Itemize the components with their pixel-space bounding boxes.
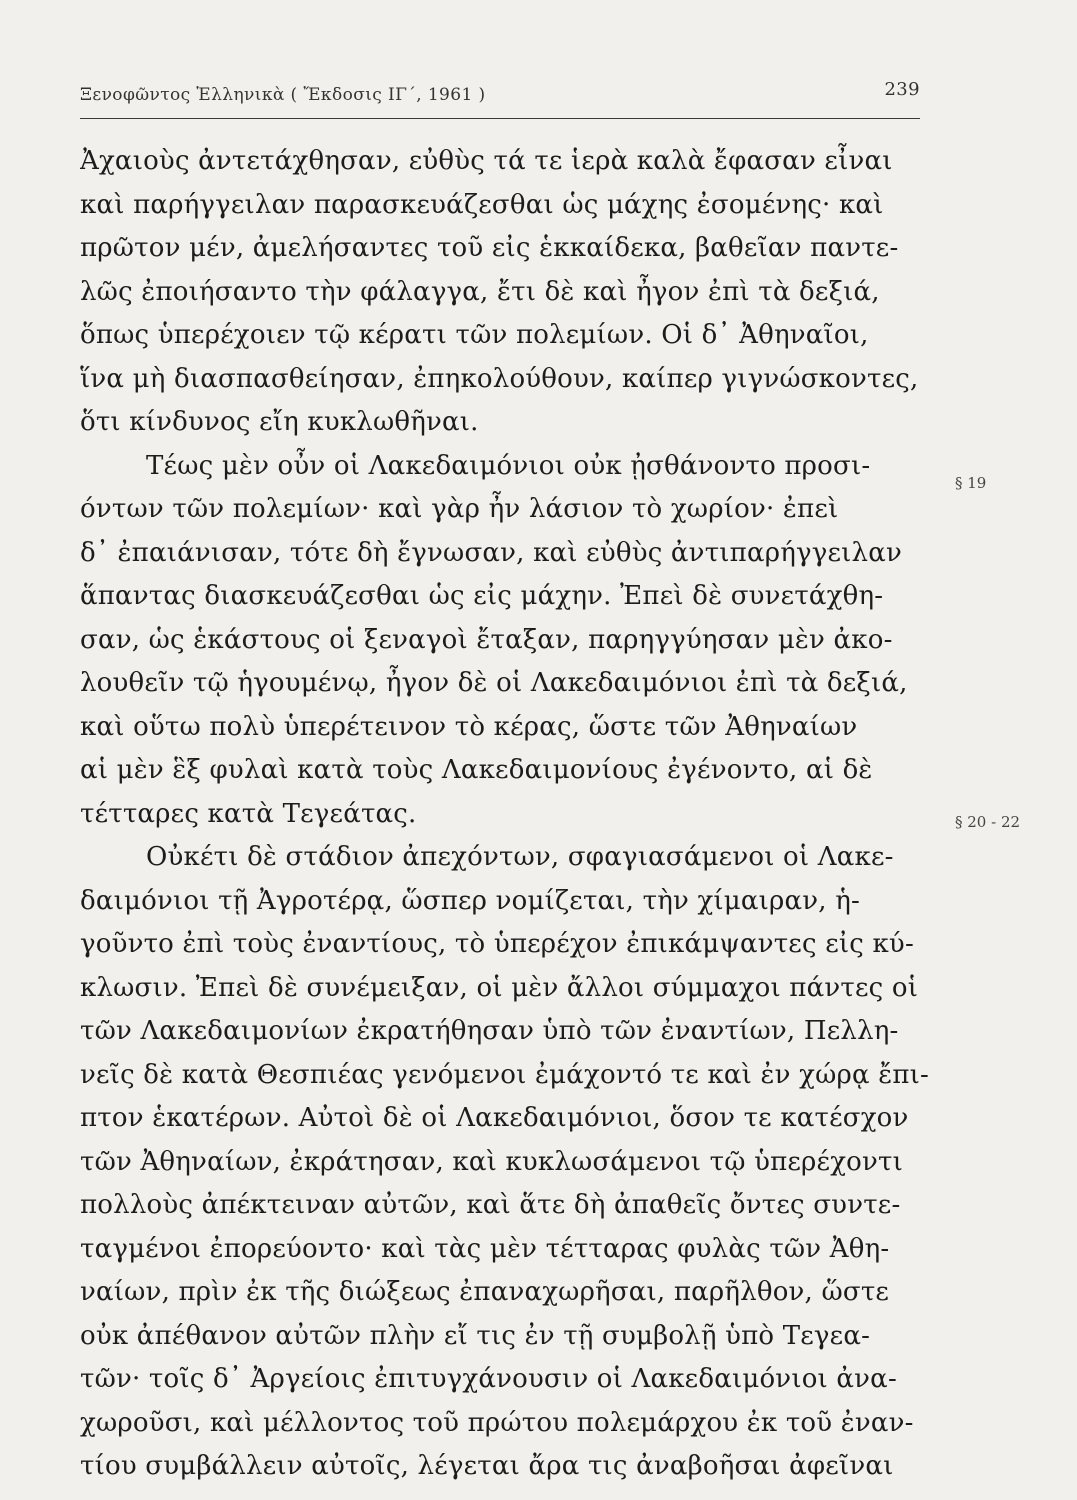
text-line: τῶν Ἀθηναίων, ἐκράτησαν, καὶ κυκλωσάμενοι τῷ ὑπερέχοντι <box>80 1146 904 1177</box>
text-line: οὐκ ἀπέθανον αὐτῶν πλὴν εἴ τις ἐν τῇ συμβολῇ ὑπὸ Τεγεα- <box>80 1320 871 1351</box>
page-number: 239 <box>884 79 920 100</box>
text-line: λουθεῖν τῷ ἡγουμένῳ, ἦγον δὲ οἱ Λακεδαιμόνιοι ἐπὶ τὰ δεξιά, <box>80 668 908 698</box>
text-line: τῶν· τοῖς δ᾽ Ἀργείοις ἐπιτυγχάνουσιν οἱ Λακεδαιμόνιοι ἀνα- <box>80 1364 897 1394</box>
text-line: τέτταρες κατὰ Τεγεάτας. <box>80 798 417 829</box>
text-line: σαν, ὡς ἑκάστους οἱ ξεναγοὶ ἔταξαν, παρηγγύησαν μὲν ἀκο- <box>80 624 893 655</box>
text-line: πτον ἑκατέρων. Αὐτοὶ δὲ οἱ Λακεδαιμόνιοι, ὅσον τε κατέσχον <box>80 1103 909 1133</box>
text-line: Ἀχαιοὺς ἀντετάχθησαν, εὐθὺς τά τε ἱερὰ καλὰ ἔφασαν εἶναι <box>80 146 893 176</box>
header-rule <box>80 118 920 119</box>
paragraph-start-line: Τέως μὲν οὖν οἱ Λακεδαιμόνιοι οὐκ ᾐσθάνοντο προσι- <box>146 450 871 481</box>
text-line: δ᾽ ἐπαιάνισαν, τότε δὴ ἔγνωσαν, καὶ εὐθὺς ἀντιπαρήγγειλαν <box>80 537 902 568</box>
text-line: πολλοὺς ἀπέκτειναν αὐτῶν, καὶ ἅτε δὴ ἀπαθεῖς ὄντες συντε- <box>80 1190 901 1220</box>
text-line: χωροῦσι, καὶ μέλλοντος τοῦ πρώτου πολεμάρχου ἐκ τοῦ ἐναν- <box>80 1407 914 1438</box>
text-line: αἱ μὲν ἓξ φυλαὶ κατὰ τοὺς Λακεδαιμονίους ἐγένοντο, αἱ δὲ <box>80 755 873 785</box>
text-line: ταγμένοι ἐπορεύοντο· καὶ τὰς μὲν τέτταρας φυλὰς τῶν Ἀθη- <box>80 1233 890 1264</box>
text-line: τίου συμβάλλειν αὐτοῖς, λέγεται ἄρα τις ἀναβοῆσαι ἀφεῖναι <box>80 1451 894 1481</box>
paragraph-start-line: Οὐκέτι δὲ στάδιον ἀπεχόντων, σφαγιασάμενοι οἱ Λακε- <box>146 842 894 872</box>
margin-note-section-19: § 19 <box>955 474 987 492</box>
text-line: ναίων, πρὶν ἐκ τῆς διώξεως ἐπαναχωρῆσαι, παρῆλθον, ὥστε <box>80 1277 890 1307</box>
text-line: νεῖς δὲ κατὰ Θεσπιέας γενόμενοι ἐμάχοντό τε καὶ ἐν χώρᾳ ἔπι- <box>80 1059 930 1090</box>
running-head-title: Ξενοφῶντος Ἑλληνικὰ ( Ἔκδοσις ΙΓ΄, 1961 ) <box>80 85 486 105</box>
text-line: καὶ παρήγγειλαν παρασκευάζεσθαι ὡς μάχης ἐσομένης· καὶ <box>80 189 884 220</box>
text-line: τῶν Λακεδαιμονίων ἐκρατήθησαν ὑπὸ τῶν ἐναντίων, Πελλη- <box>80 1016 899 1046</box>
text-line: κλωσιν. Ἐπεὶ δὲ συνέμειξαν, οἱ μὲν ἄλλοι σύμμαχοι πάντες οἱ <box>80 972 919 1003</box>
text-line: καὶ οὕτω πολὺ ὑπερέτεινον τὸ κέρας, ὥστε τῶν Ἀθηναίων <box>80 711 858 742</box>
margin-note-section-20-22: § 20 - 22 <box>955 813 1021 831</box>
text-line: λῶς ἐποιήσαντο τὴν φάλαγγα, ἔτι δὲ καὶ ἦγον ἐπὶ τὰ δεξιά, <box>80 276 880 307</box>
text-line: πρῶτον μέν, ἀμελήσαντες τοῦ εἰς ἑκκαίδεκα, βαθεῖαν παντε- <box>80 233 899 263</box>
body-text <box>80 140 940 1489</box>
running-head <box>80 79 920 117</box>
text-line: ἅπαντας διασκευάζεσθαι ὡς εἰς μάχην. Ἐπεὶ δὲ συνετάχθη- <box>80 581 884 611</box>
text-line: ἵνα μὴ διασπασθείησαν, ἐπηκολούθουν, καίπερ γιγνώσκοντες, <box>80 363 919 394</box>
text-line: όντων τῶν πολεμίων· καὶ γὰρ ἦν λάσιον τὸ χωρίον· ἐπεὶ <box>80 494 839 524</box>
text-line: γοῦντο ἐπὶ τοὺς ἐναντίους, τὸ ὑπερέχον ἐπικάμψαντες εἰς κύ- <box>80 929 914 959</box>
text-line: ὅτι κίνδυνος εἴη κυκλωθῆναι. <box>80 407 479 437</box>
text-line: δαιμόνιοι τῇ Ἀγροτέρᾳ, ὥσπερ νομίζεται, τὴν χίμαιραν, ἡ- <box>80 885 860 916</box>
text-line: ὅπως ὑπερέχοιεν τῷ κέρατι τῶν πολεμίων. Οἱ δ᾽ Ἀθηναῖοι, <box>80 320 869 350</box>
